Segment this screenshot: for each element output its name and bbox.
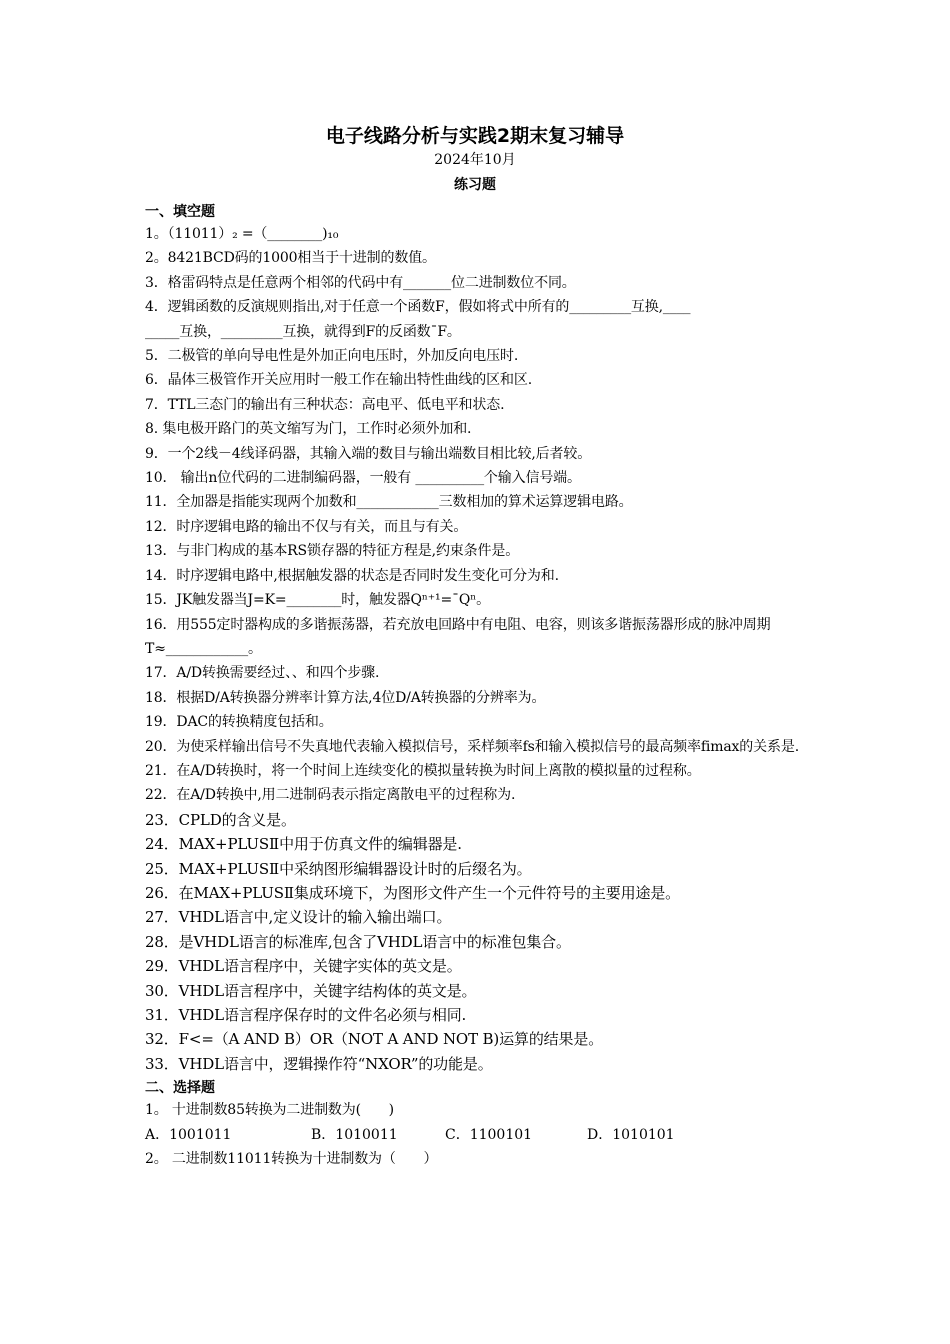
section-heading-fill: 一、填空题 xyxy=(145,204,215,220)
fill-question-14: 14．时序逻辑电路中,根据触发器的状态是否同时发生变化可分为和. xyxy=(145,567,559,584)
fill-question-1: 1。（11011）₂ =（________)₁₀ xyxy=(145,226,339,242)
fill-question-5: 5．二极管的单向导电性是外加正向电压时，外加反向电压时. xyxy=(145,348,519,365)
fill-question-6: 6．晶体三极管作开关应用时一般工作在输出特性曲线的区和区. xyxy=(145,372,533,389)
fill-question-21: 21．在A/D转换时，将一个时间上连续变化的模拟量转换为时间上离散的模拟量的过程称。 xyxy=(145,762,701,779)
fill-question-20: 20．为使采样输出信号不失真地代表输入模拟信号，采样频率fs和输入模拟信号的最高频率fimax的关系是. xyxy=(145,738,800,755)
document-subtitle: 练习题 xyxy=(454,177,496,193)
choice-question-1-options xyxy=(145,1123,813,1147)
fill-question-15: 15．JK触发器当J=K=________时，触发器Qⁿ⁺¹=¯Qⁿ。 xyxy=(145,592,490,609)
fill-question-11: 11．全加器是指能实现两个加数和____________三数相加的算术运算逻辑电路。 xyxy=(145,494,633,511)
fill-question-30: 30．VHDL语言程序中，关键字结构体的英文是。 xyxy=(145,981,477,1000)
choice-option-a: A．1001011 xyxy=(145,1126,232,1143)
fill-question-32: 32．F<=（A AND B）OR（NOT A AND NOT B)运算的结果是。 xyxy=(145,1030,604,1049)
fill-question-7: 7．TTL三态门的输出有三种状态：高电平、低电平和状态. xyxy=(145,396,505,413)
fill-question-10: 10． 输出n位代码的二进制编码器，一般有 __________个输入信号端。 xyxy=(145,470,581,487)
fill-question-3: 3．格雷码特点是任意两个相邻的代码中有_______位二进制数位不同。 xyxy=(145,274,576,291)
fill-question-12: 12．时序逻辑电路的输出不仅与有关，而且与有关。 xyxy=(145,518,468,535)
question-list xyxy=(145,200,813,1171)
fill-question-28: 28．是VHDL语言的标准库,包含了VHDL语言中的标准包集合。 xyxy=(145,932,571,951)
fill-question-24: 24．MAX+PLUSⅡ中用于仿真文件的编辑器是. xyxy=(145,835,462,854)
fill-question-23: 23．CPLD的含义是。 xyxy=(145,810,296,829)
fill-question-26: 26．在MAX+PLUSⅡ集成环境下，为图形文件产生一个元件符号的主要用途是。 xyxy=(145,883,681,902)
choice-option-d: D．1010101 xyxy=(587,1126,675,1143)
fill-question-22: 22．在A/D转换中,用二进制码表示指定离散电平的过程称为. xyxy=(145,787,516,804)
choice-option-b: B．1010011 xyxy=(311,1126,398,1143)
section-heading-choice: 二、选择题 xyxy=(145,1080,215,1097)
fill-question-13: 13．与非门构成的基本RS锁存器的特征方程是,约束条件是。 xyxy=(145,543,520,560)
document-title: 电子线路分析与实践2期末复习辅导 xyxy=(325,125,625,147)
fill-question-17: 17．A/D转换需要经过、、和四个步骤. xyxy=(145,665,380,682)
fill-question-31: 31．VHDL语言程序保存时的文件名必须与相同. xyxy=(145,1006,467,1024)
choice-question-2: 2。 二进制数11011转换为十进制数为（ ） xyxy=(145,1150,438,1167)
fill-question-19: 19．DAC的转换精度包括和。 xyxy=(145,714,333,731)
fill-question-9: 9．一个2线－4线译码器，其输入端的数目与输出端数目相比较,后者较。 xyxy=(145,445,592,462)
fill-question-4-line1: 4．逻辑函数的反演规则指出,对于任意一个函数F，假如将式中所有的_________互换,____ xyxy=(145,299,691,316)
choice-option-c: C．1100101 xyxy=(445,1126,533,1143)
fill-question-25: 25．MAX+PLUSⅡ中采纳图形编辑器设计时的后缀名为。 xyxy=(145,859,532,878)
fill-question-16: 16．用555定时器构成的多谐振荡器，若充放电回路中有电阻、电容，则该多谐振荡器形成的脉冲周期T≈____________。 xyxy=(145,616,771,657)
document-date: 2024年10月 xyxy=(434,152,516,168)
fill-question-18: 18．根据D/A转换器分辨率计算方法,4位D/A转换器的分辨率为。 xyxy=(145,689,546,706)
fill-question-29: 29．VHDL语言程序中，关键字实体的英文是。 xyxy=(145,957,462,976)
fill-question-8: 8. 集电极开路门的英文缩写为门，工作时必须外加和. xyxy=(145,421,472,438)
fill-question-2: 2。8421BCD码的1000相当于十进制的数值。 xyxy=(145,250,436,267)
choice-question-1: 1。 十进制数85转换为二进制数为( ) xyxy=(145,1102,394,1119)
fill-question-27: 27．VHDL语言中,定义设计的输入输出端口。 xyxy=(145,908,452,927)
fill-question-4-line2: _____互换，_________互换，就得到F的反函数¯F。 xyxy=(145,323,461,340)
fill-question-33: 33．VHDL语言中，逻辑操作符“NXOR”的功能是。 xyxy=(145,1054,493,1073)
